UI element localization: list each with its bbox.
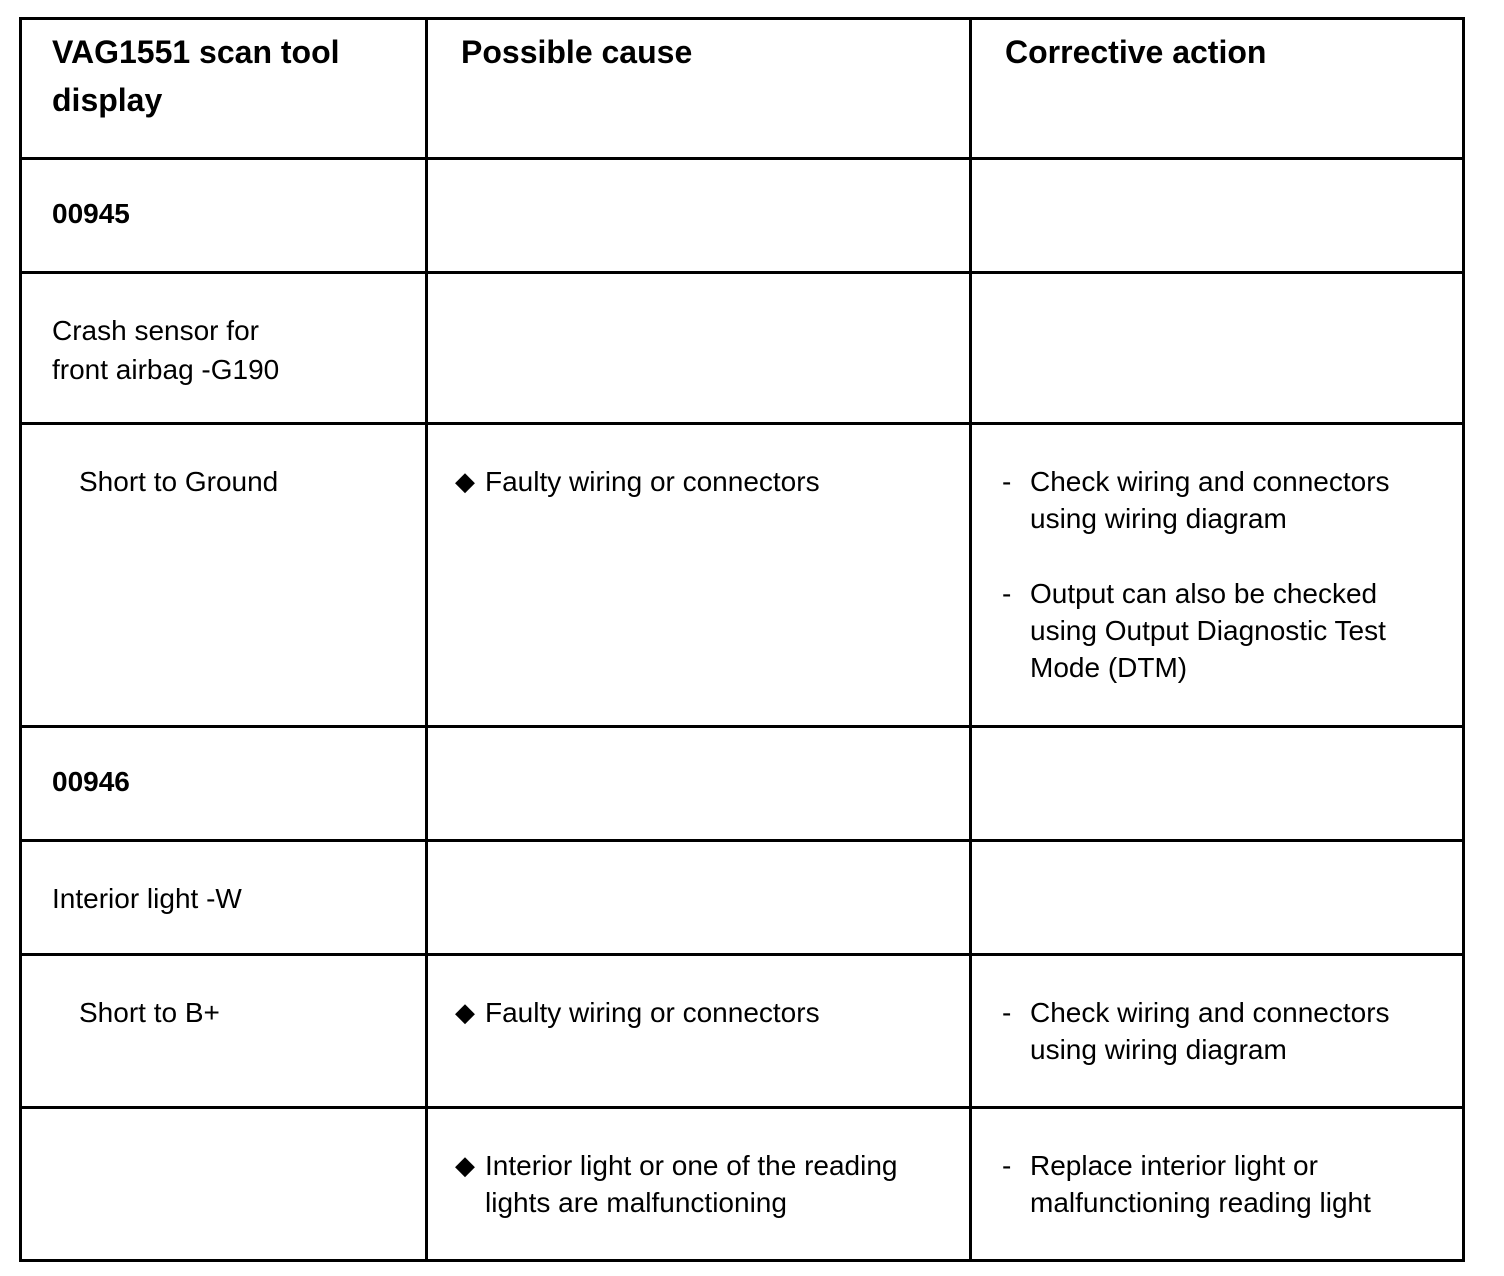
dash-bullet: - [1002, 578, 1012, 609]
action-cell [971, 159, 1464, 273]
action-text: Replace interior light or malfunctioning reading light [1030, 1150, 1371, 1218]
fault-code: 00945 [52, 198, 130, 229]
diamond-bullet-icon: ◆ [455, 466, 475, 496]
action-cell [971, 727, 1464, 841]
fault-type: Short to Ground [79, 466, 279, 497]
action-item [1002, 1147, 1442, 1221]
dash-bullet: - [1002, 997, 1012, 1028]
cause-cell [427, 273, 971, 424]
action-cell [971, 424, 1464, 727]
header-action: Corrective action [1005, 34, 1267, 70]
action-list [972, 1109, 1462, 1221]
table-row [21, 159, 1464, 273]
action-cell [971, 955, 1464, 1108]
action-list [972, 425, 1462, 686]
cause-cell [427, 424, 971, 727]
table-row [21, 841, 1464, 955]
table-row [21, 727, 1464, 841]
action-cell [971, 1108, 1464, 1261]
component-name: Crash sensor for front airbag -G190 [52, 315, 280, 385]
cause-cell [427, 955, 971, 1108]
table-row [21, 1108, 1464, 1261]
cause-cell [427, 159, 971, 273]
cause-cell [427, 841, 971, 955]
table-row [21, 955, 1464, 1108]
header-cell-display [21, 19, 427, 159]
cause-text: Interior light or one of the reading lights are malfunctioning [485, 1150, 898, 1218]
header-cell-action [971, 19, 1464, 159]
fault-code: 00946 [52, 766, 130, 797]
table-row [21, 273, 1464, 424]
action-cell [971, 273, 1464, 424]
dash-bullet: - [1002, 1150, 1012, 1181]
display-cell [21, 727, 427, 841]
header-cause: Possible cause [461, 34, 693, 70]
component-name: Interior light -W [52, 883, 242, 914]
action-text: Output can also be checked using Output Diagnostic Test Mode (DTM) [1030, 578, 1386, 683]
cause-text: Faulty wiring or connectors [485, 997, 820, 1028]
action-text: Check wiring and connectors using wiring diagram [1030, 997, 1390, 1065]
display-cell [21, 159, 427, 273]
display-cell [21, 1108, 427, 1261]
action-item [1002, 994, 1442, 1068]
cause-item [428, 956, 969, 1031]
diamond-bullet-icon: ◆ [455, 1150, 475, 1180]
diagnostic-table [19, 17, 1465, 1262]
table-row [21, 424, 1464, 727]
cause-cell [427, 1108, 971, 1261]
display-cell [21, 424, 427, 727]
display-cell [21, 955, 427, 1108]
display-cell [21, 841, 427, 955]
cause-text: Faulty wiring or connectors [485, 466, 820, 497]
action-text: Check wiring and connectors using wiring diagram [1030, 466, 1390, 534]
action-item [1002, 463, 1442, 537]
header-cell-cause [427, 19, 971, 159]
action-item [1002, 575, 1442, 686]
dash-bullet: - [1002, 466, 1012, 497]
header-display: VAG1551 scan tool display [52, 34, 340, 118]
diamond-bullet-icon: ◆ [455, 997, 475, 1027]
header-row [21, 19, 1464, 159]
fault-type: Short to B+ [79, 997, 220, 1028]
cause-item [428, 1109, 969, 1221]
cause-cell [427, 727, 971, 841]
cause-item [428, 425, 969, 500]
display-cell [21, 273, 427, 424]
action-list [972, 956, 1462, 1068]
action-cell [971, 841, 1464, 955]
